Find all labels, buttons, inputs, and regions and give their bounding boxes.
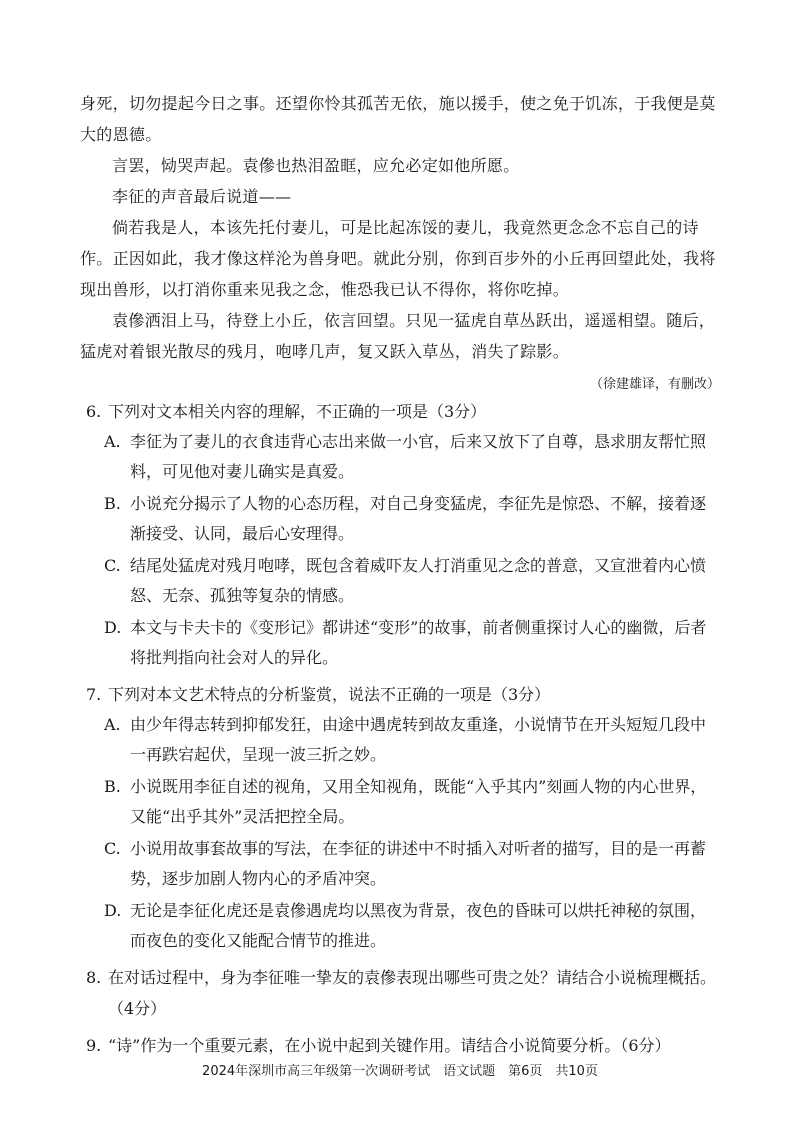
reading-passage — [80, 88, 720, 397]
passage-paragraph-5: 袁傪洒泪上马，待登上小丘，依言回望。只见一猛虎自草丛跃出，遥遥相望。随后，猛虎对着银光散尽的残月，咆哮几声，复又跃入草丛，消失了踪影。 — [80, 311, 716, 361]
option-text: 小说充分揭示了人物的心态历程，对自己身变猛虎，李征先是惊恐、不解，接着逐渐接受、认同，最后心安理得。 — [130, 494, 707, 543]
question-number: 8. — [86, 968, 102, 987]
option-d — [104, 896, 718, 956]
option-letter: A. — [104, 432, 121, 451]
option-b — [104, 772, 718, 832]
option-letter: C. — [104, 839, 121, 858]
question-text: “诗”作为一个重要元素，在小说中起到关键作用。请结合小说简要分析。（6分） — [108, 1036, 671, 1055]
question-8 — [86, 962, 718, 1024]
option-letter: B. — [104, 777, 121, 796]
question-number: 9. — [86, 1036, 102, 1055]
question-text: 在对话过程中，身为李征唯一挚友的袁傪表现出哪些可贵之处？请结合小说梳理概括。（4分） — [108, 968, 717, 1018]
option-letter: D. — [104, 618, 122, 637]
question-6 — [86, 396, 718, 673]
option-c — [104, 551, 718, 611]
option-text: 小说用故事套故事的写法，在李征的讲述中不时插入对听者的描写，目的是一再蓄势，逐步加剧人物内心的矛盾冲突。 — [130, 839, 707, 888]
passage-source: （徐建雄译，有删改） — [589, 377, 720, 392]
question-7 — [86, 679, 718, 956]
passage-paragraph-4: 倘若我是人，本该先托付妻儿，可是比起冻馁的妻儿，我竟然更念念不忘自己的诗作。正因如此，我才像这样沦为兽身吧。就此分别，你到百步外的小丘再回望此处，我将现出兽形，以打消你重来见我之念，惟恐我已认不得你，将你吃掉。 — [80, 218, 716, 299]
passage-paragraph-2: 言罢，恸哭声起。袁傪也热泪盈眶，应允必定如他所愿。 — [112, 156, 520, 175]
option-text: 本文与卡夫卡的《变形记》都讲述“变形”的故事，前者侧重探讨人心的幽微，后者将批判指向社会对人的异化。 — [130, 618, 707, 667]
question-number: 6. — [86, 402, 102, 421]
question-stem — [86, 1030, 718, 1061]
option-text: 无论是李征化虎还是袁傪遇虎均以黑夜为背景，夜色的昏昧可以烘托神秘的氛围，而夜色的变化又能配合情节的推进。 — [130, 901, 707, 950]
option-letter: B. — [104, 494, 121, 513]
option-d — [104, 613, 718, 673]
option-c — [104, 834, 718, 894]
question-stem — [86, 962, 718, 1024]
option-a — [104, 710, 718, 770]
option-text: 小说既用李征自述的视角，又用全知视角，既能“入乎其内”刻画人物的内心世界，又能“出乎其外”灵活把控全局。 — [130, 777, 707, 826]
option-letter: D. — [104, 901, 122, 920]
question-text: 下列对文本相关内容的理解，不正确的一项是（3分） — [108, 402, 487, 421]
question-number: 7. — [86, 685, 102, 704]
option-letter: A. — [104, 715, 121, 734]
page-footer: 2024年深圳市高三年级第一次调研考试 语文试题 第6页 共10页 — [202, 1064, 598, 1079]
option-text: 由少年得志转到抑郁发狂，由途中遇虎转到故友重逢，小说情节在开头短短几段中一再跌宕起伏，呈现一波三折之妙。 — [130, 715, 707, 764]
option-a — [104, 427, 718, 487]
question-9 — [86, 1030, 718, 1061]
question-stem — [86, 679, 718, 710]
option-letter: C. — [104, 556, 121, 575]
passage-paragraph-3: 李征的声音最后说道—— — [112, 187, 292, 206]
option-text: 结尾处猛虎对残月咆哮，既包含着威吓友人打消重见之念的普意，又宣泄着内心愤怒、无奈、孤独等复杂的情感。 — [130, 556, 707, 605]
option-text: 李征为了妻儿的衣食违背心志出来做一小官，后来又放下了自尊，恳求朋友帮忙照料，可见他对妻儿确实是真爱。 — [130, 432, 707, 481]
passage-paragraph-1: 身死，切勿提起今日之事。还望你怜其孤苦无依，施以援手，使之免于饥冻，于我便是莫大的恩德。 — [80, 94, 716, 144]
question-text: 下列对本文艺术特点的分析鉴赏，说法不正确的一项是（3分） — [108, 685, 551, 704]
question-list — [86, 396, 718, 1067]
question-stem — [86, 396, 718, 427]
option-b — [104, 489, 718, 549]
